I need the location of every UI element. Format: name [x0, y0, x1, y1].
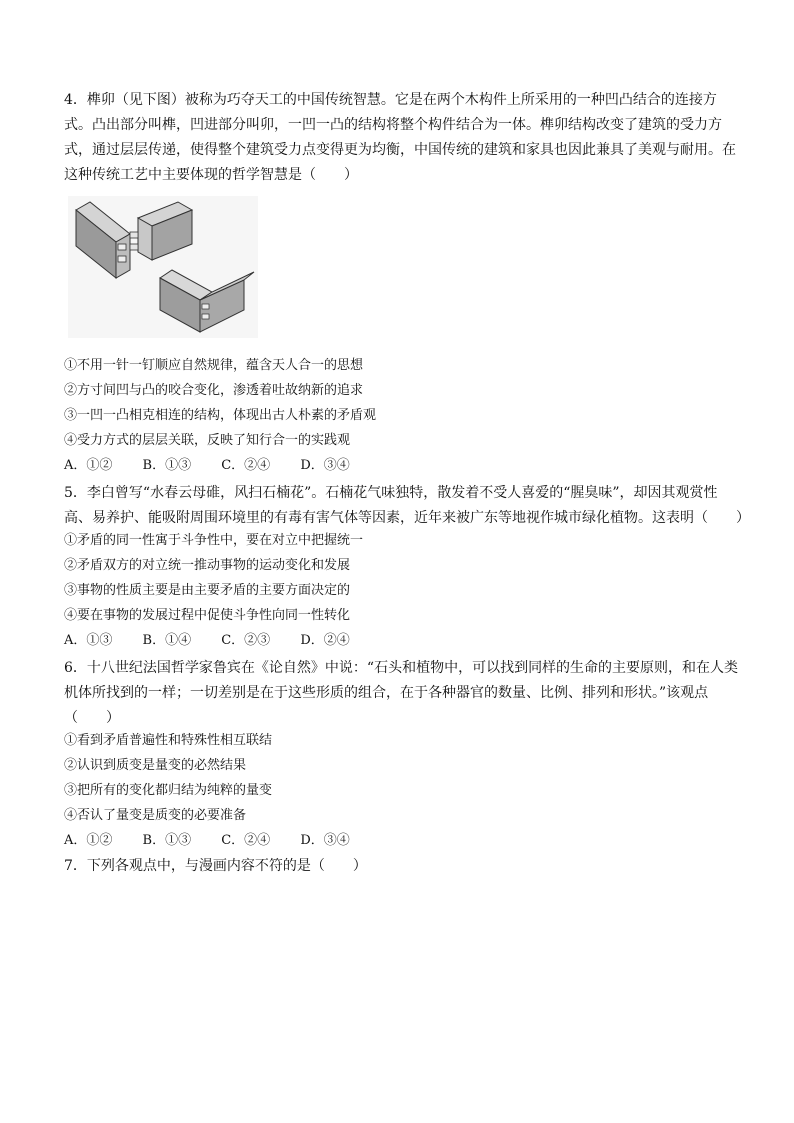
- q5-options: [64, 631, 376, 651]
- q6-options: [64, 831, 376, 851]
- q4-item-3: ③一凹一凸相克相连的结构，体现出古人朴素的矛盾观: [64, 408, 377, 423]
- q5-option-b[interactable]: B．①④: [142, 633, 192, 648]
- question-6-stem: 6．十八世纪法国哲学家鲁宾在《论自然》中说：“石头和植物中，可以找到同样的生命的主要原则，和在人类机体所找到的一样；一切差别是在于这些形质的组合，在于各种器官的数量、比例、排列和形状。”该观点（ ）: [64, 660, 739, 726]
- q5-item-2: ②矛盾双方的对立统一推动事物的运动变化和发展: [64, 558, 351, 573]
- q6-option-a[interactable]: A．①②: [64, 833, 113, 848]
- q6-option-b[interactable]: B．①③: [142, 833, 192, 848]
- q5-option-d[interactable]: D．②④: [300, 633, 350, 648]
- question-7-stem: 7．下列各观点中，与漫画内容不符的是（ ）: [64, 858, 367, 874]
- q5-item-3: ③事物的性质主要是由主要矛盾的主要方面决定的: [64, 583, 351, 598]
- q5-option-c[interactable]: C．②③: [221, 633, 271, 648]
- question-4-stem: 4．榫卯（见下图）被称为巧夺天工的中国传统智慧。它是在两个木构件上所采用的一种凹凸结合的连接方式。凸出部分叫榫，凹进部分叫卯，一凹一凸的结构将整个构件结合为一体。榫卯结构改变了建筑的受力方式，通过层层传递，使得整个建筑受力点变得更为均衡，中国传统的建筑和家具也因此兼具了美观与耐用。在这种传统工艺中主要体现的哲学智慧是（ ）: [64, 92, 736, 183]
- q6-item-1: ①看到矛盾普遍性和特殊性相互联结: [64, 733, 273, 748]
- q4-item-1: ①不用一针一钉顺应自然规律，蕴含天人合一的思想: [64, 358, 364, 373]
- q6-item-4: ④否认了量变是质变的必要准备: [64, 808, 247, 823]
- q5-item-1: ①矛盾的同一性寓于斗争性中，要在对立中把握统一: [64, 533, 364, 548]
- q6-item-3: ③把所有的变化都归结为纯粹的量变: [64, 783, 273, 798]
- q4-option-c[interactable]: C．②④: [221, 458, 271, 473]
- q4-item-2: ②方寸间凹与凸的咬合变化，渗透着吐故纳新的追求: [64, 383, 364, 398]
- question-5-stem: 5．李白曾写“水春云母碓，风扫石楠花”。石楠花气味独特，散发着不受人喜爱的“腥臭味”，却因其观赏性高、易养护、能吸附周围环境里的有毒有害气体等因素，近年来被广东等地视作城市绿化植物。这表明（ ）: [64, 485, 750, 526]
- mortise-tenon-figure: [68, 196, 258, 338]
- q4-option-a[interactable]: A．①②: [64, 458, 113, 473]
- q6-item-2: ②认识到质变是量变的必然结果: [64, 758, 247, 773]
- q4-option-d[interactable]: D．③④: [300, 458, 350, 473]
- q6-option-c[interactable]: C．②④: [221, 833, 271, 848]
- q6-option-d[interactable]: D．③④: [300, 833, 350, 848]
- q4-options: [64, 456, 376, 476]
- q5-item-4: ④要在事物的发展过程中促使斗争性向同一性转化: [64, 608, 351, 623]
- q4-option-b[interactable]: B．①③: [142, 458, 192, 473]
- q5-option-a[interactable]: A．①③: [64, 633, 113, 648]
- q4-item-4: ④受力方式的层层关联，反映了知行合一的实践观: [64, 433, 351, 448]
